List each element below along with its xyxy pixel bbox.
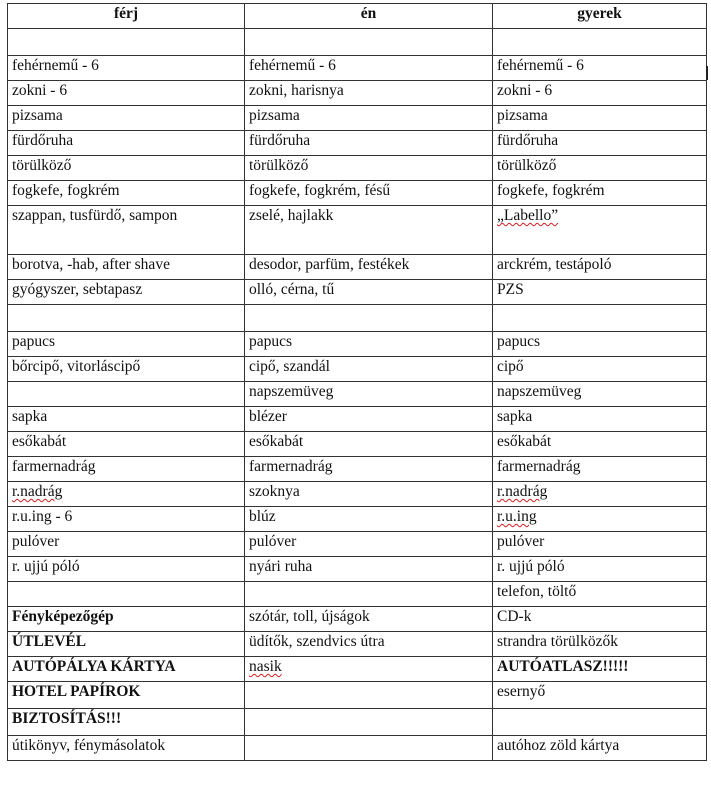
table-row bbox=[8, 156, 707, 181]
table-row bbox=[8, 29, 707, 56]
table-cell: fehérnemű - 6 bbox=[493, 56, 707, 81]
table-row bbox=[8, 582, 707, 607]
table-cell: nasik bbox=[245, 657, 493, 682]
table-cell: r. ujjú póló bbox=[493, 557, 707, 582]
table-cell: cipő bbox=[493, 357, 707, 382]
table-cell: r.u.ing - 6 bbox=[8, 507, 245, 532]
table-cell: pulóver bbox=[493, 532, 707, 557]
table-row bbox=[8, 181, 707, 206]
table-cell: PZS bbox=[493, 280, 707, 305]
table-cell: sapka bbox=[493, 407, 707, 432]
table-cell: arckrém, testápoló bbox=[493, 255, 707, 280]
table-row bbox=[8, 482, 707, 507]
table-cell: farmernadrág bbox=[245, 457, 493, 482]
table-row bbox=[8, 432, 707, 457]
table-cell: desodor, parfüm, festékek bbox=[245, 255, 493, 280]
table-cell: strandra törülközők bbox=[493, 632, 707, 657]
table-cell: blúz bbox=[245, 507, 493, 532]
table-row bbox=[8, 632, 707, 657]
table-cell: zokni, harisnya bbox=[245, 81, 493, 106]
table-cell: gyógyszer, sebtapasz bbox=[8, 280, 245, 305]
table-cell bbox=[245, 582, 493, 607]
table-cell: esernyő bbox=[493, 682, 707, 709]
table-row bbox=[8, 206, 707, 255]
table-cell: AUTÓATLASZ!!!!! bbox=[493, 657, 707, 682]
table-row bbox=[8, 407, 707, 432]
table-cell: esőkabát bbox=[8, 432, 245, 457]
table-row bbox=[8, 81, 707, 106]
table-row bbox=[8, 131, 707, 156]
table-cell: törülköző bbox=[245, 156, 493, 181]
table-row bbox=[8, 305, 707, 332]
table-row bbox=[8, 682, 707, 709]
table-cell: napszemüveg bbox=[245, 382, 493, 407]
table-row bbox=[8, 507, 707, 532]
table-cell: pulóver bbox=[245, 532, 493, 557]
table-cell: fehérnemű - 6 bbox=[8, 56, 245, 81]
column-header-en: én bbox=[245, 4, 493, 29]
table-cell: fogkefe, fogkrém bbox=[8, 181, 245, 206]
column-header-ferj: férj bbox=[8, 4, 245, 29]
table-cell: borotva, -hab, after shave bbox=[8, 255, 245, 280]
table-cell: CD-k bbox=[493, 607, 707, 632]
table-cell: esőkabát bbox=[245, 432, 493, 457]
table-cell: blézer bbox=[245, 407, 493, 432]
table-row bbox=[8, 106, 707, 131]
table-row bbox=[8, 280, 707, 305]
table-cell bbox=[245, 709, 493, 736]
table-cell: fürdőruha bbox=[245, 131, 493, 156]
table-cell bbox=[8, 29, 245, 56]
table-cell: telefon, töltő bbox=[493, 582, 707, 607]
table-cell: zokni - 6 bbox=[8, 81, 245, 106]
table-cell: autóhoz zöld kártya bbox=[493, 736, 707, 761]
table-cell: fürdőruha bbox=[8, 131, 245, 156]
table-row bbox=[8, 657, 707, 682]
table-cell: napszemüveg bbox=[493, 382, 707, 407]
table-cell: „Labello” bbox=[493, 206, 707, 255]
table-cell: zselé, hajlakk bbox=[245, 206, 493, 255]
table-cell bbox=[493, 305, 707, 332]
packing-list-table bbox=[7, 3, 707, 761]
table-cell: pizsama bbox=[8, 106, 245, 131]
table-cell: törülköző bbox=[493, 156, 707, 181]
table-cell: AUTÓPÁLYA KÁRTYA bbox=[8, 657, 245, 682]
table-cell: r.nadrág bbox=[493, 482, 707, 507]
table-cell: fogkefe, fogkrém bbox=[493, 181, 707, 206]
table-cell: törülköző bbox=[8, 156, 245, 181]
table-cell: BIZTOSÍTÁS!!! bbox=[8, 709, 245, 736]
table-cell bbox=[8, 305, 245, 332]
table-cell: pulóver bbox=[8, 532, 245, 557]
table-cell: pizsama bbox=[493, 106, 707, 131]
table-cell: szótár, toll, újságok bbox=[245, 607, 493, 632]
table-row bbox=[8, 457, 707, 482]
table-cell: farmernadrág bbox=[493, 457, 707, 482]
table-row bbox=[8, 557, 707, 582]
table-cell: HOTEL PAPÍROK bbox=[8, 682, 245, 709]
table-cell: zokni - 6 bbox=[493, 81, 707, 106]
table-cell: cipő, szandál bbox=[245, 357, 493, 382]
table-row bbox=[8, 532, 707, 557]
table-cell: farmernadrág bbox=[8, 457, 245, 482]
table-cell bbox=[245, 682, 493, 709]
table-cell: fürdőruha bbox=[493, 131, 707, 156]
table-row bbox=[8, 607, 707, 632]
table-cell: papucs bbox=[493, 332, 707, 357]
table-cell: szappan, tusfürdő, sampon bbox=[8, 206, 245, 255]
table-cell: ÚTLEVÉL bbox=[8, 632, 245, 657]
table-row bbox=[8, 332, 707, 357]
table-cell: esőkabát bbox=[493, 432, 707, 457]
table-cell: fehérnemű - 6 bbox=[245, 56, 493, 81]
table-cell: papucs bbox=[8, 332, 245, 357]
table-cell bbox=[8, 582, 245, 607]
table-cell: r. ujjú póló bbox=[8, 557, 245, 582]
table-cell bbox=[245, 305, 493, 332]
text-cursor bbox=[706, 66, 708, 80]
table-cell: pizsama bbox=[245, 106, 493, 131]
table-cell: fogkefe, fogkrém, fésű bbox=[245, 181, 493, 206]
table-cell: r.u.ing bbox=[493, 507, 707, 532]
table-cell: bőrcipő, vitorláscipő bbox=[8, 357, 245, 382]
column-header-gyerek: gyerek bbox=[493, 4, 707, 29]
table-cell: szoknya bbox=[245, 482, 493, 507]
table-cell: üdítők, szendvics útra bbox=[245, 632, 493, 657]
table-cell: papucs bbox=[245, 332, 493, 357]
table-cell: Fényképezőgép bbox=[8, 607, 245, 632]
table-cell bbox=[493, 709, 707, 736]
table-cell: olló, cérna, tű bbox=[245, 280, 493, 305]
table-cell: sapka bbox=[8, 407, 245, 432]
table-cell bbox=[493, 29, 707, 56]
table-row bbox=[8, 56, 707, 81]
table-cell: útikönyv, fénymásolatok bbox=[8, 736, 245, 761]
table-cell bbox=[245, 736, 493, 761]
table-cell: r.nadrág bbox=[8, 482, 245, 507]
table-row bbox=[8, 255, 707, 280]
table-row bbox=[8, 357, 707, 382]
table-row bbox=[8, 382, 707, 407]
header-row bbox=[8, 4, 707, 29]
table-cell bbox=[245, 29, 493, 56]
table-row bbox=[8, 709, 707, 736]
table-cell bbox=[8, 382, 245, 407]
table-row bbox=[8, 736, 707, 761]
table-cell: nyári ruha bbox=[245, 557, 493, 582]
